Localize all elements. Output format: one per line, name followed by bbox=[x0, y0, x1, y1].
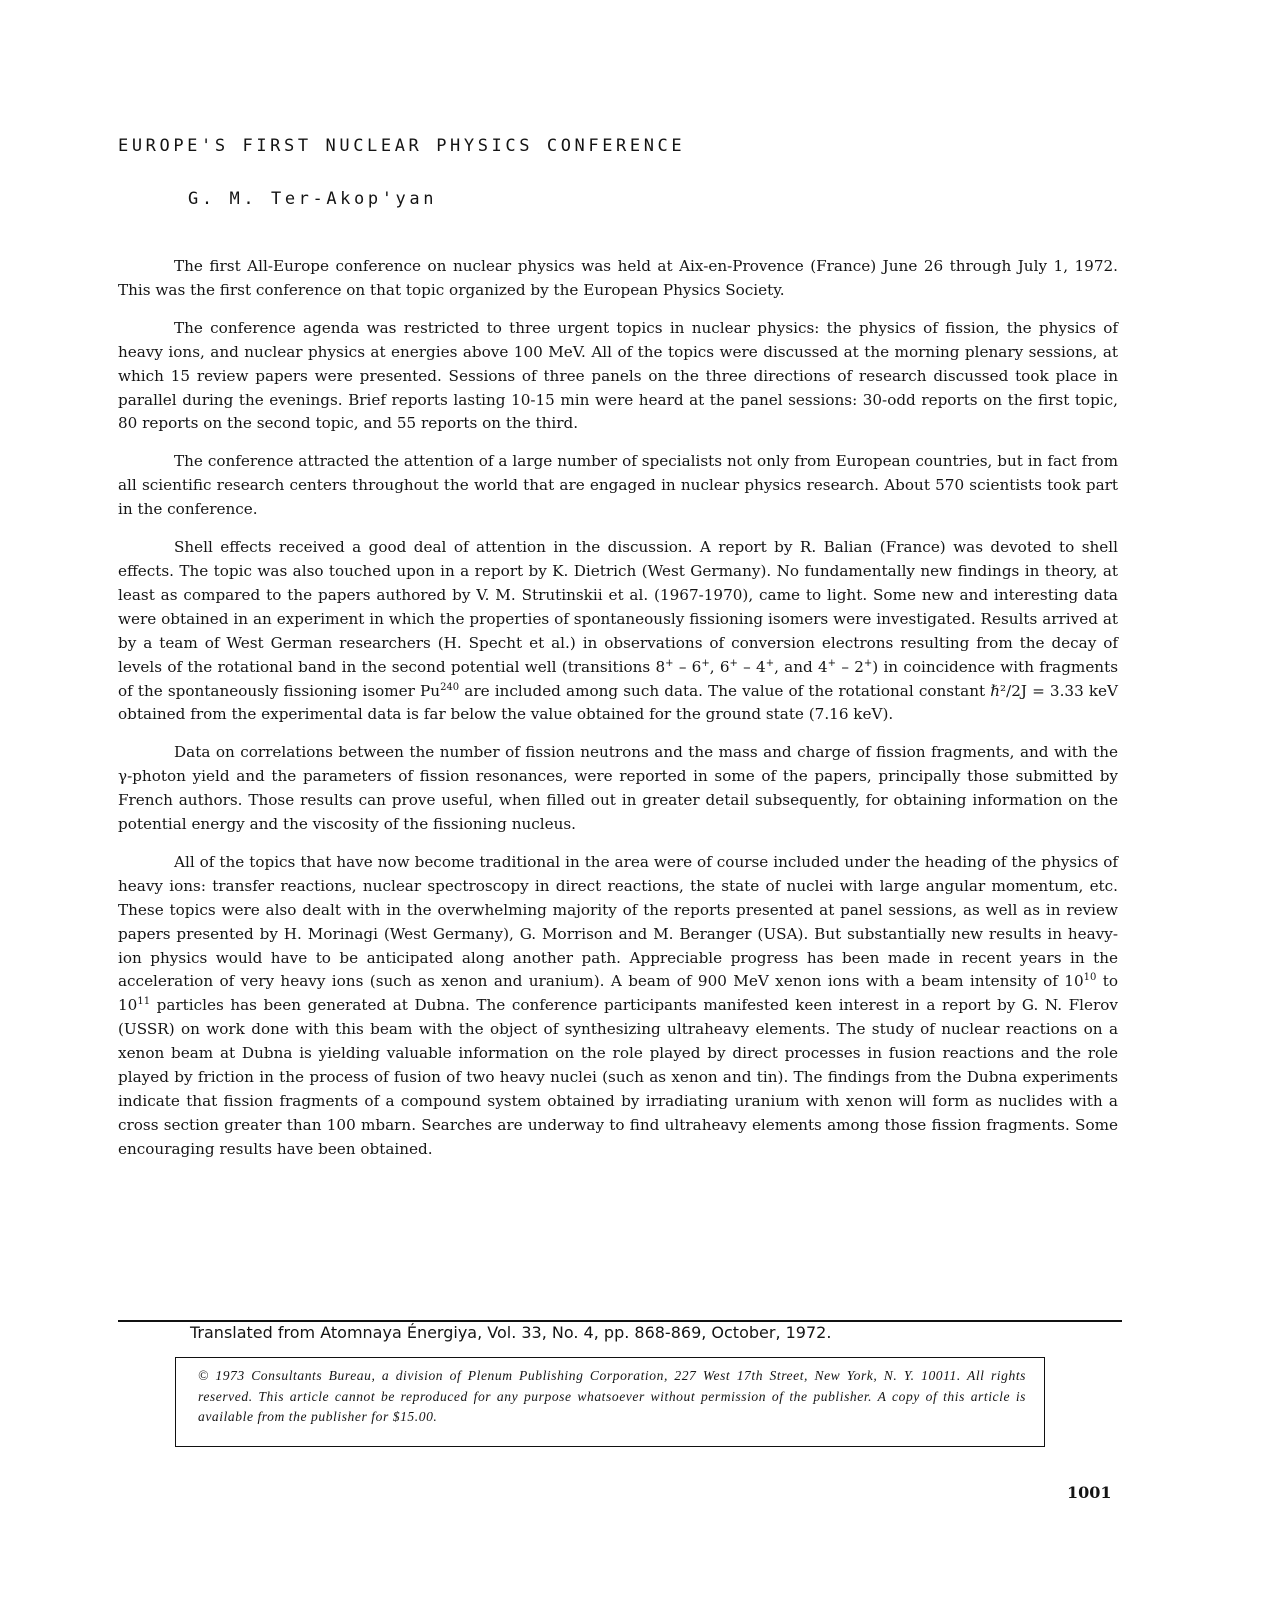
text-segment: – 6 bbox=[673, 657, 702, 676]
copyright-notice-box bbox=[175, 1357, 1045, 1447]
author-name: G. M. Ter-Akop'yan bbox=[188, 189, 438, 209]
text-segment: particles has been generated at Dubna. The conference participants manifested keen interest in a report by G. N. Flerov (USSR) on work done with this beam with the object of synthesizing ultraheavy elements. The study of nuclear reactions on a xenon beam at Dubna is yielding valuable information on the role played by direct processes in fusion reactions and the role played by friction in the process of fusion of two heavy nuclei (such as xenon and tin). The findings from the Dubna experiments indicate that fission fragments of a compound system obtained by irradiating uranium with xenon will form as nuclides with a cross section greater than 100 mbarn. Searches are underway to find ultraheavy elements among those fission fragments. Some encouraging results have been obtained. bbox=[118, 996, 1118, 1158]
footnote-rule bbox=[118, 1320, 1122, 1322]
text-segment: , and 4 bbox=[774, 657, 828, 676]
paragraph-heavy-ions bbox=[118, 851, 1118, 1162]
superscript: + bbox=[729, 657, 738, 669]
superscript: 10 bbox=[1083, 972, 1097, 984]
superscript: 240 bbox=[440, 681, 460, 693]
text-segment: Shell effects received a good deal of attention in the discussion. A report by R. Balian (France) was devoted to shell effects. The topic was also touched upon in a report by K. Dietrich (West Germany). No fundamentally new findings in theory, at least as compared to the papers authored by V. M. Strutinskii et al. (1967-1970), came to light. Some new and interesting data were obtained in an experiment in which the properties of spontaneously fissioning isomers were investigated. Results arrived at by a team of West German researchers (H. Specht et al.) in observations of conversion electrons resulting from the decay of levels of the rotational band in the second potential well (transitions 8 bbox=[118, 538, 1118, 676]
article-body bbox=[118, 255, 1118, 1176]
superscript: + bbox=[701, 657, 710, 669]
article-title: EUROPE'S FIRST NUCLEAR PHYSICS CONFERENCE bbox=[118, 136, 686, 156]
text-segment: ) in coincidence with fragments of the spontaneously fissioning isomer Pu bbox=[118, 657, 1118, 700]
superscript: + bbox=[765, 657, 775, 669]
paragraph-attendance: The conference attracted the attention of a large number of specialists not only from European countries, but in fact from all scientific research centers throughout the world that are engaged in nuclear physics research. About 570 scientists took part in the conference. bbox=[118, 452, 1118, 519]
superscript: + bbox=[863, 657, 873, 669]
superscript: + bbox=[665, 657, 674, 669]
paragraph-shell-effects bbox=[118, 536, 1118, 727]
superscript: + bbox=[827, 657, 837, 669]
paragraph-agenda: The conference agenda was restricted to three urgent topics in nuclear physics: the physics of fission, the physics of heavy ions, and nuclear physics at energies above 100 MeV. All of the topics were discussed at the morning plenary sessions, at which 15 review papers were presented. Sessions of three panels on the three directions of research discussed took place in parallel during the evenings. Brief reports lasting 10-15 min were heard at the panel sessions: 30-odd reports on the first topic, 80 reports on the second topic, and 55 reports on the third. bbox=[118, 318, 1118, 433]
paragraph-conference-intro: The first All-Europe conference on nuclear physics was held at Aix-en-Provence (France) June 26 through July 1, 1972. This was the first conference on that topic organized by the European Physics Society. bbox=[118, 257, 1118, 299]
text-segment: – 4 bbox=[737, 657, 766, 676]
text-segment: All of the topics that have now become traditional in the area were of course included under the heading of the physics of heavy ions: transfer reactions, nuclear spectroscopy in direct reactions, the state of nuclei with large angular momentum, etc. These topics were also dealt with in the overwhelming majority of the reports presented at panel sessions, as well as in review papers presented by H. Morinagi (West Germany), G. Morrison and M. Beranger (USA). But substantially new results in heavy-ion physics would have to be anticipated along another path. Appreciable progress has been made in recent years in the acceleration of very heavy ions (such as xenon and uranium). A beam of 900 MeV xenon ions with a beam intensity of 10 bbox=[118, 852, 1118, 991]
text-segment: to 10 bbox=[118, 972, 1118, 1015]
page-number: 1001 bbox=[1067, 1483, 1112, 1502]
copyright-text: © 1973 Consultants Bureau, a division of Plenum Publishing Corporation, 227 West 17th Street, New York, N. Y. 10011. All rights reserved. This article cannot be reproduced for any purpose whatsoever without permission of the publisher. A copy of this article is available from the publisher for $15.00. bbox=[198, 1368, 1026, 1424]
text-segment: , 6 bbox=[709, 657, 730, 676]
text-segment: are included among such data. The value of the rotational constant ℏ²/2J = 3.33 keV obtained from the experimental data is far below the value obtained for the ground state (7.16 keV). bbox=[118, 681, 1119, 724]
superscript: 11 bbox=[137, 996, 151, 1008]
translation-source-note: Translated from Atomnaya Énergiya, Vol. 33, No. 4, pp. 868-869, October, 1972. bbox=[190, 1323, 832, 1342]
text-segment: – 2 bbox=[836, 657, 864, 676]
paragraph-fission-data: Data on correlations between the number of fission neutrons and the mass and charge of fission fragments, and with the γ-photon yield and the parameters of fission resonances, were reported in some of the papers, principally those submitted by French authors. Those results can prove useful, when filled out in greater detail subsequently, for obtaining information on the potential energy and the viscosity of the fissioning nucleus. bbox=[118, 743, 1118, 834]
